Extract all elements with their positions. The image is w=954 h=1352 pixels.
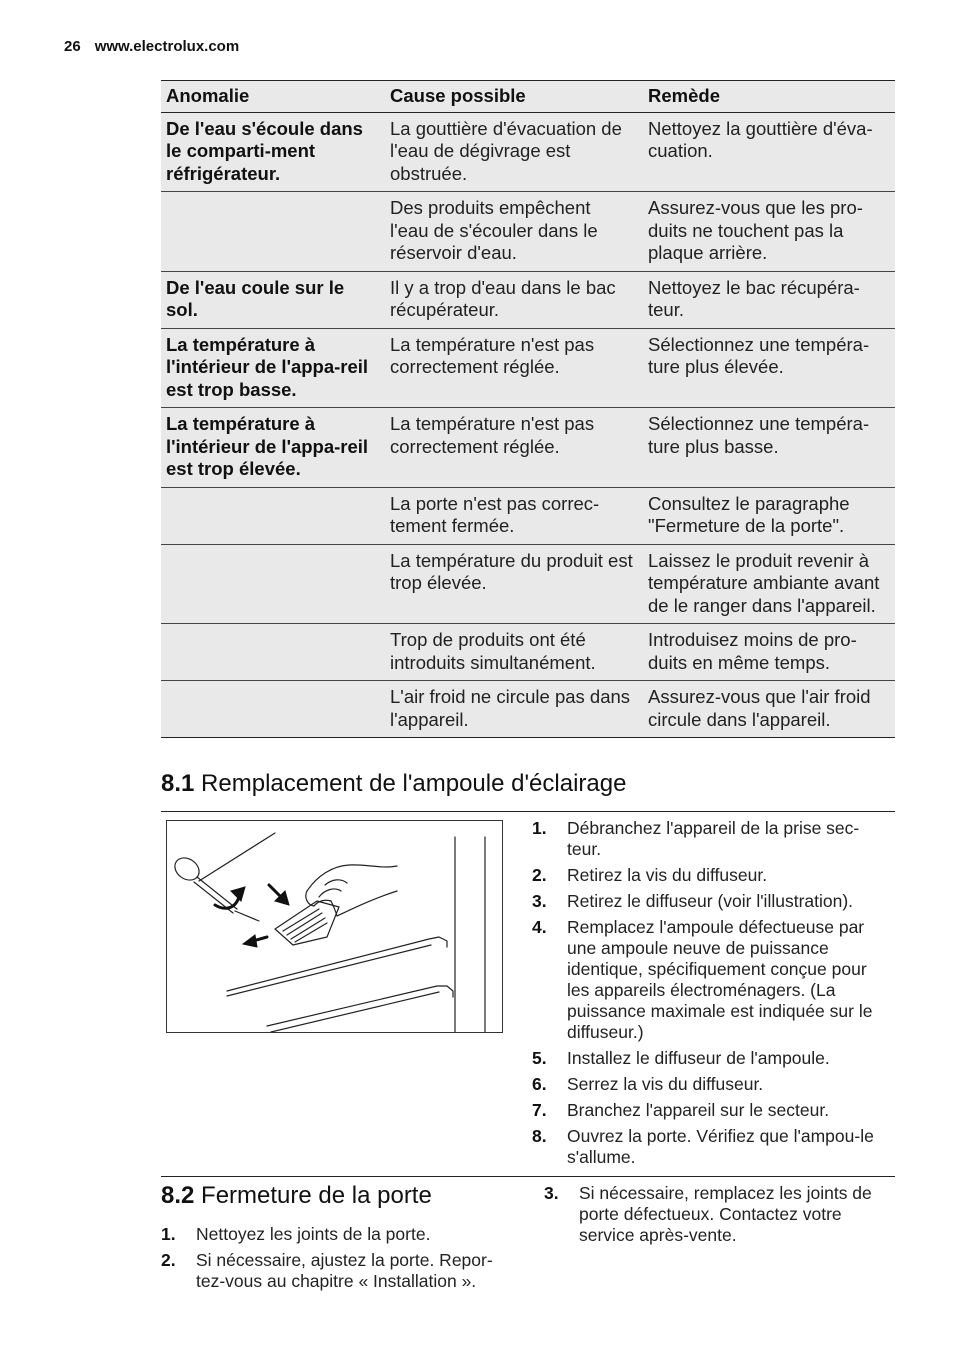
list-item	[161, 1224, 517, 1245]
table-row	[161, 192, 895, 272]
anomaly-cell	[161, 192, 380, 272]
step-number: 2.	[532, 865, 547, 885]
remedy-cell: Assurez-vous que les pro-duits ne touchent pas la plaque arrière.	[648, 197, 863, 263]
list-item	[532, 917, 884, 1043]
troubleshooting-table	[161, 80, 895, 738]
anomaly-cell	[161, 487, 380, 544]
step-text: Remplacez l'ampoule défectueuse par une ampoule neuve de puissance identique, spécifiquement conçue pour les appareils électroménagers. (La puissance maximale est indiquée sur le diffuseur.)	[567, 917, 873, 1042]
table-row	[161, 328, 895, 408]
page-header	[64, 38, 239, 55]
step-number: 1.	[161, 1224, 176, 1244]
step-text: Installez le diffuseur de l'ampoule.	[567, 1048, 830, 1068]
table-row	[161, 624, 895, 681]
cause-cell: Des produits empêchent l'eau de s'écouler dans le réservoir d'eau.	[390, 197, 598, 263]
section-divider	[161, 811, 895, 812]
column-header-anomaly: Anomalie	[166, 85, 250, 106]
cause-cell: La température du produit est trop élevée.	[390, 549, 633, 593]
step-number: 2.	[161, 1250, 176, 1270]
column-header-cause: Cause possible	[390, 85, 526, 106]
step-text: Branchez l'appareil sur le secteur.	[567, 1100, 830, 1120]
step-number: 8.	[532, 1126, 547, 1146]
list-item	[532, 865, 884, 886]
list-item	[532, 1126, 884, 1168]
remedy-cell: Sélectionnez une tempéra-ture plus élevée.	[648, 333, 870, 377]
anomaly-cell: La température à l'intérieur de l'appa-reil est trop élevée.	[166, 413, 369, 479]
step-number: 5.	[532, 1048, 547, 1068]
anomaly-cell: La température à l'intérieur de l'appa-reil est trop basse.	[166, 333, 369, 400]
section-number: 8.2	[161, 1182, 195, 1209]
door-closing-steps-left	[161, 1224, 517, 1297]
cause-cell: La température n'est pas correctement réglée.	[390, 333, 595, 377]
anomaly-cell: De l'eau coule sur le sol.	[166, 276, 345, 320]
step-number: 3.	[544, 1183, 559, 1203]
table-row	[161, 487, 895, 544]
section-divider	[161, 1176, 895, 1177]
list-item	[161, 1250, 517, 1292]
section-title: Remplacement de l'ampoule d'éclairage	[201, 770, 627, 797]
table-row	[161, 408, 895, 488]
bulb-replacement-illustration	[166, 820, 503, 1033]
remedy-cell: Nettoyez le bac récupéra-teur.	[648, 276, 860, 320]
cause-cell: La gouttière d'évacuation de l'eau de dégivrage est obstruée.	[390, 117, 622, 184]
table-row	[161, 681, 895, 738]
section-8-1-heading	[161, 770, 626, 798]
cause-cell: Il y a trop d'eau dans le bac récupérateur.	[390, 276, 616, 320]
list-item	[532, 891, 884, 912]
remedy-cell: Introduisez moins de pro-duits en même temps.	[648, 629, 857, 673]
page-number: 26	[64, 38, 81, 55]
list-item	[532, 818, 884, 860]
remedy-cell: Consultez le paragraphe "Fermeture de la porte".	[648, 492, 850, 536]
bulb-replacement-steps	[532, 818, 884, 1173]
remedy-cell: Sélectionnez une tempéra-ture plus basse.	[648, 413, 870, 457]
step-number: 3.	[532, 891, 547, 911]
section-title: Fermeture de la porte	[201, 1182, 432, 1209]
table-row	[161, 112, 895, 192]
step-number: 1.	[532, 818, 547, 838]
column-header-remedy: Remède	[648, 85, 720, 106]
step-text: Retirez la vis du diffuseur.	[567, 865, 768, 885]
step-text: Nettoyez les joints de la porte.	[196, 1224, 431, 1244]
section-8-2-heading	[161, 1182, 432, 1210]
website-url: www.electrolux.com	[94, 38, 240, 55]
remedy-cell: Assurez-vous que l'air froid circule dans l'appareil.	[648, 686, 871, 730]
list-item	[532, 1048, 884, 1069]
step-number: 7.	[532, 1100, 547, 1120]
step-text: Débranchez l'appareil de la prise sec-teur.	[567, 818, 860, 859]
anomaly-cell	[161, 624, 380, 681]
step-text: Retirez le diffuseur (voir l'illustration).	[567, 891, 854, 911]
list-item	[532, 1074, 884, 1095]
door-closing-steps-right	[544, 1183, 894, 1251]
step-text: Si nécessaire, remplacez les joints de porte défectueux. Contactez votre service après-vente.	[579, 1183, 872, 1245]
table-row	[161, 271, 895, 328]
anomaly-cell	[161, 681, 380, 738]
step-text: Serrez la vis du diffuseur.	[567, 1074, 764, 1094]
list-item	[544, 1183, 894, 1246]
anomaly-cell: De l'eau s'écoule dans le comparti-ment réfrigérateur.	[166, 117, 363, 184]
cause-cell: La porte n'est pas correc-tement fermée.	[390, 492, 600, 536]
remedy-cell: Laissez le produit revenir à température ambiante avant de le ranger dans l'appareil.	[648, 549, 880, 616]
table-header-row	[161, 81, 895, 113]
anomaly-cell	[161, 544, 380, 624]
step-number: 4.	[532, 917, 547, 937]
list-item	[532, 1100, 884, 1121]
step-text: Ouvrez la porte. Vérifiez que l'ampou-le s'allume.	[567, 1126, 874, 1167]
cause-cell: Trop de produits ont été introduits simultanément.	[390, 629, 596, 673]
cause-cell: L'air froid ne circule pas dans l'appareil.	[390, 686, 631, 730]
step-text: Si nécessaire, ajustez la porte. Repor-tez-vous au chapitre « Installation ».	[196, 1250, 493, 1291]
remedy-cell: Nettoyez la gouttière d'éva-cuation.	[648, 117, 873, 161]
step-number: 6.	[532, 1074, 547, 1094]
table-row	[161, 544, 895, 624]
section-number: 8.1	[161, 770, 195, 797]
cause-cell: La température n'est pas correctement réglée.	[390, 413, 595, 457]
